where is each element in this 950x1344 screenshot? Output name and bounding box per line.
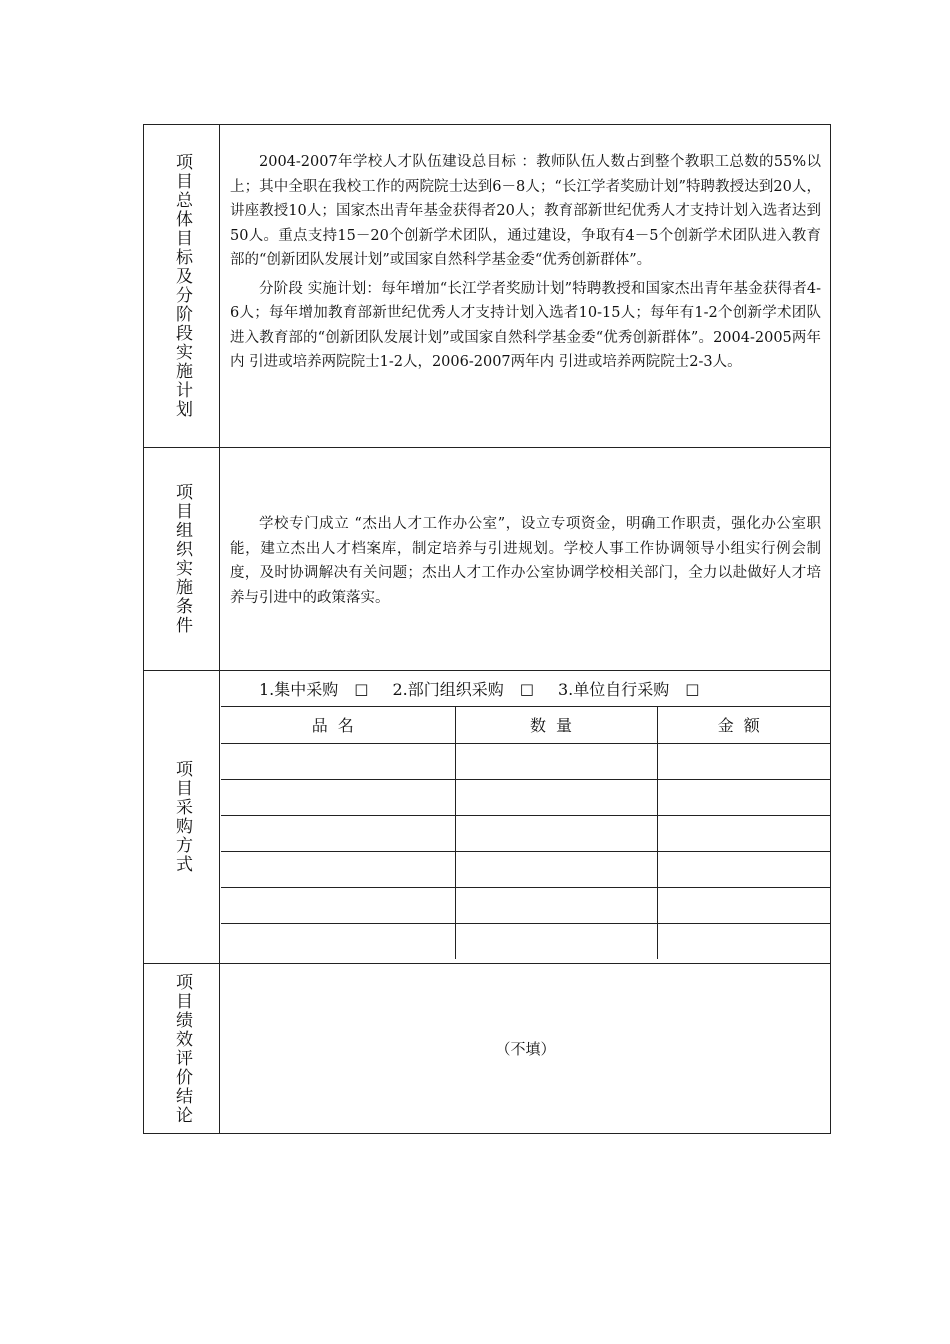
header-amount: 金额 (657, 707, 830, 743)
cell-amount[interactable] (657, 851, 830, 887)
cell-amount[interactable] (657, 779, 830, 815)
method-self-checkbox[interactable]: □ (685, 679, 700, 698)
performance-evaluation-label: 项目绩效评价结论 (172, 972, 192, 1125)
implementation-conditions-row (144, 448, 830, 671)
cell-amount[interactable] (657, 923, 830, 959)
cell-quantity[interactable] (455, 815, 657, 851)
implementation-conditions-label-cell (144, 448, 220, 670)
table-row (221, 815, 830, 851)
cell-quantity[interactable] (455, 779, 657, 815)
procurement-method-label: 项目采购方式 (172, 760, 192, 874)
procurement-methods (221, 671, 830, 707)
cell-quantity[interactable] (455, 887, 657, 923)
cell-item-name[interactable] (221, 779, 455, 815)
project-form (143, 124, 831, 1134)
implementation-conditions-content (221, 448, 830, 670)
table-header-row (221, 707, 830, 743)
cell-item-name[interactable] (221, 887, 455, 923)
header-quantity: 数量 (455, 707, 657, 743)
overall-goals-label: 项目总体目标及分阶段实施计划 (172, 153, 192, 419)
cell-amount[interactable] (657, 887, 830, 923)
cell-item-name[interactable] (221, 851, 455, 887)
method-department-checkbox[interactable]: □ (519, 679, 534, 698)
phased-plan-paragraph: 分阶段 实施计划：每年增加“长江学者奖励计划”特聘教授和国家杰出青年基金获得者4-6人；每年增加教育部新世纪优秀人才支持计划入选者10-15人；每年有1-2个创新学术团队进入教育部的“创新团队发展计划”或国家自然科学基金委“优秀创新群体”。2004-2005两年内 引进或培养两院院士1-2人，2006-2007两年内 引进或培养两院院士2-3人。 (230, 280, 821, 370)
performance-evaluation-content (221, 964, 830, 1133)
table-row (221, 923, 830, 959)
table-row (221, 743, 830, 779)
procurement-table (221, 707, 830, 959)
implementation-conditions-paragraph: 学校专门成立 “杰出人才工作办公室”，设立专项资金，明确工作职责，强化办公室职能，建立杰出人才档案库，制定培养与引进规划。学校人事工作协调领导小组实行例会制度，及时协调解决有关问题；杰出人才工作办公室协调学校相关部门，全力以赴做好人才培养与引进中的政策落实。 (230, 516, 821, 606)
cell-item-name[interactable] (221, 815, 455, 851)
cell-quantity[interactable] (455, 851, 657, 887)
cell-quantity[interactable] (455, 743, 657, 779)
method-centralized-checkbox[interactable]: □ (354, 679, 369, 698)
cell-item-name[interactable] (221, 743, 455, 779)
overall-goals-label-cell (144, 125, 220, 447)
performance-evaluation-row (144, 964, 830, 1133)
cell-quantity[interactable] (455, 923, 657, 959)
procurement-method-row (144, 671, 830, 964)
performance-evaluation-label-cell (144, 964, 220, 1133)
overall-goals-content (221, 125, 830, 447)
not-filled-note: （不填） (495, 1040, 556, 1058)
implementation-conditions-label: 项目组织实施条件 (172, 483, 192, 635)
overall-goals-paragraph: 2004-2007年学校人才队伍建设总目标 ：教师队伍人数占到整个教职工总数的55%以上；其中全职在我校工作的两院院士达到6－8人；“长江学者奖励计划”特聘教授达到20人，讲座教授10人；国家杰出青年基金获得者20人；教育部新世纪优秀人才支持计划入选者达到50人。重点支持15－20个创新学术团队，通过建设，争取有4－5个创新学术团队进入教育部的“创新团队发展计划”或国家自然科学基金委“优秀创新群体”。 (230, 154, 821, 268)
cell-item-name[interactable] (221, 923, 455, 959)
table-row (221, 779, 830, 815)
table-row (221, 851, 830, 887)
procurement-method-content (221, 671, 830, 963)
method-self-label: 3.单位自行采购 (557, 680, 670, 699)
procurement-method-label-cell (144, 671, 220, 963)
overall-goals-row (144, 125, 830, 448)
header-item-name: 品名 (221, 707, 455, 743)
method-department-label: 2.部门组织采购 (392, 680, 504, 699)
cell-amount[interactable] (657, 815, 830, 851)
method-centralized-label: 1.集中采购 (259, 680, 339, 699)
table-row (221, 887, 830, 923)
cell-amount[interactable] (657, 743, 830, 779)
